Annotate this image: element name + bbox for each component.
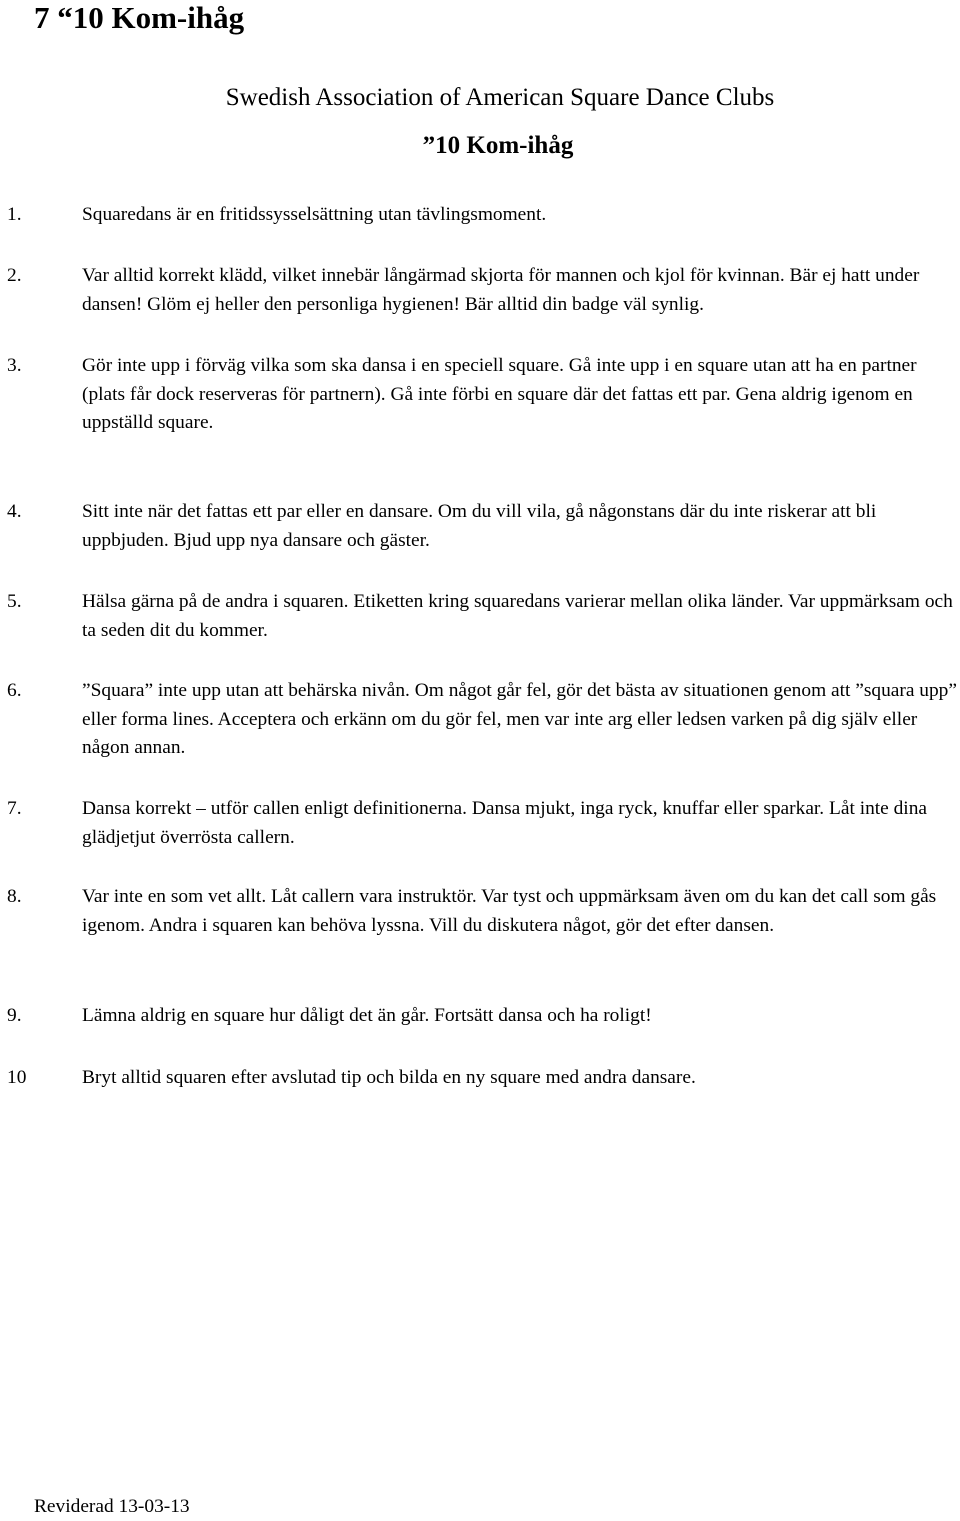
rule-text: Bryt alltid squaren efter avslutad tip och bilda en ny square med andra dansare. <box>82 1067 696 1088</box>
rule-item <box>0 795 960 852</box>
rule-number: 8. <box>7 886 22 907</box>
rule-number: 1. <box>7 204 22 225</box>
rule-item <box>0 201 960 230</box>
rule-text: Hälsa gärna på de andra i squaren. Etiketten kring squaredans varierar mellan olika länder. Var uppmärksam och ta seden dit du kommer. <box>82 591 953 641</box>
rule-item <box>0 1002 960 1031</box>
rule-text: Dansa korrekt – utför callen enligt definitionerna. Dansa mjukt, inga ryck, knuffar eller sparkar. Låt inte dina glädjetjut överrösta callern. <box>82 798 927 848</box>
rule-text: Gör inte upp i förväg vilka som ska dansa i en speciell square. Gå inte upp i en square utan att ha en partner (plats får dock reserveras för partnern). Gå inte förbi en square där det fattas ett par. Gena aldrig igenom en uppställd square. <box>82 355 917 433</box>
document-title: ”10 Kom-ihåg <box>422 132 574 159</box>
rule-item <box>0 883 960 940</box>
rule-item <box>0 262 960 319</box>
rule-number: 6. <box>7 680 22 701</box>
page-heading: 7 “10 Kom-ihåg <box>34 0 245 35</box>
rule-number: 4. <box>7 501 22 522</box>
rule-item <box>0 588 960 645</box>
rule-number: 2. <box>7 265 22 286</box>
rule-item <box>0 1064 960 1093</box>
rule-item <box>0 498 960 555</box>
revision-date: Reviderad 13-03-13 <box>34 1496 190 1517</box>
rule-text: Lämna aldrig en square hur dåligt det än går. Fortsätt dansa och ha roligt! <box>82 1005 652 1026</box>
rule-number: 9. <box>7 1005 22 1026</box>
rule-number: 5. <box>7 591 22 612</box>
rule-text: ”Squara” inte upp utan att behärska nivån. Om något går fel, gör det bästa av situationen genom att ”squara upp” eller forma lines. Acceptera och erkänn om du gör fel, men var inte arg eller ledsen varken på dig själv eller någon annan. <box>82 680 957 758</box>
organization-name: Swedish Association of American Square Dance Clubs <box>225 84 775 111</box>
rule-text: Var inte en som vet allt. Låt callern vara instruktör. Var tyst och uppmärksam även om du kan det call som gås igenom. Andra i squaren kan behöva lyssna. Vill du diskutera något, gör det efter dansen. <box>82 886 937 936</box>
rule-number: 3. <box>7 355 22 376</box>
rule-item <box>0 352 960 438</box>
rule-text: Squaredans är en fritidssysselsättning utan tävlingsmoment. <box>82 204 547 225</box>
rule-text: Sitt inte när det fattas ett par eller en dansare. Om du vill vila, gå någonstans där du inte riskerar att bli uppbjuden. Bjud upp nya dansare och gäster. <box>82 501 877 551</box>
rule-item <box>0 677 960 763</box>
rule-number: 10 <box>7 1067 27 1088</box>
rule-text: Var alltid korrekt klädd, vilket innebär långärmad skjorta för mannen och kjol för kvinnan. Bär ej hatt under dansen! Glöm ej heller den personliga hygienen! Bär alltid din badge väl synlig. <box>82 265 920 315</box>
rule-number: 7. <box>7 798 22 819</box>
